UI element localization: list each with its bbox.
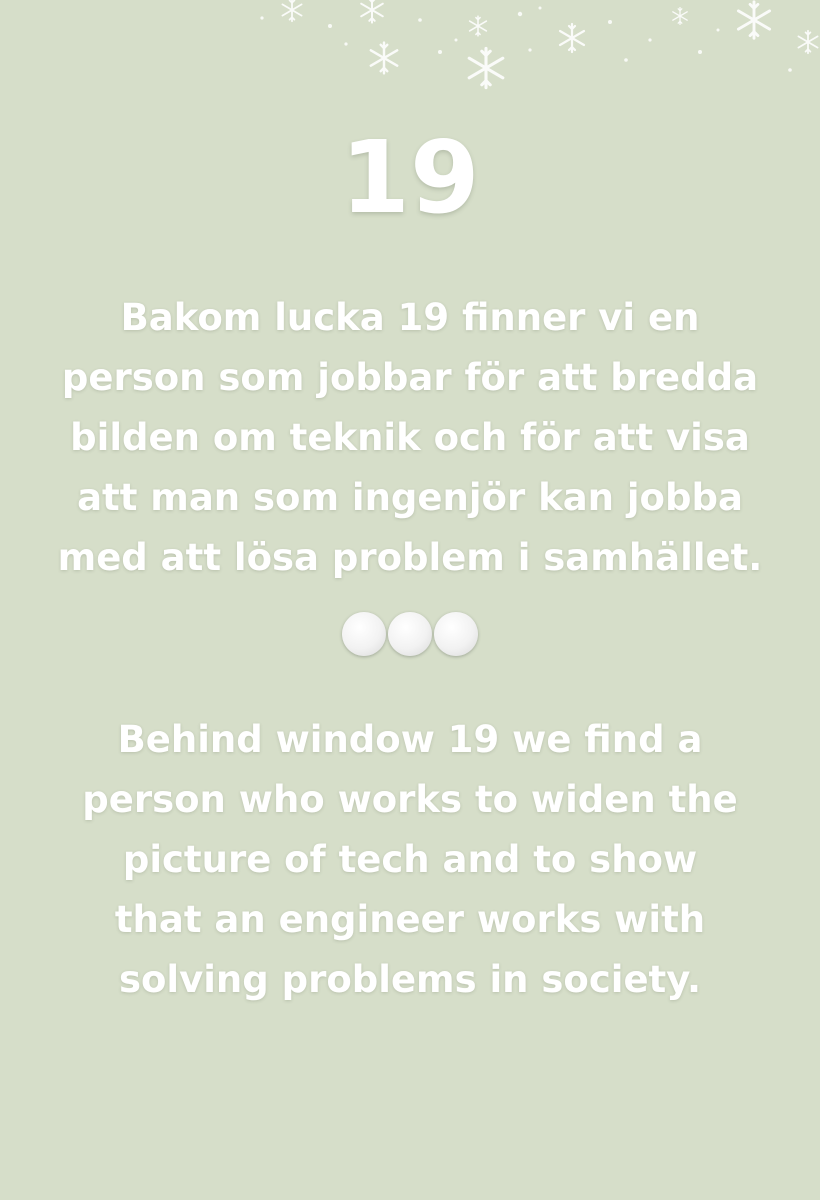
snowflake-icon — [282, 0, 301, 21]
snowflakes-decoration — [0, 0, 820, 110]
snowball-icon — [342, 612, 386, 656]
snowflake-icon — [738, 2, 769, 38]
snowball-icon — [434, 612, 478, 656]
snowball-icon — [388, 612, 432, 656]
english-description: Behind window 19 we find a person who works to widen the picture of tech and to show that an engineer works with solving problems in society. — [82, 718, 738, 1001]
snowflake-icon — [361, 0, 383, 23]
snowflake-icon — [798, 31, 817, 53]
snowflake-icon — [470, 16, 487, 36]
snowflake-icon — [371, 43, 397, 74]
snowflake-icon — [560, 24, 584, 52]
day-number: 19 — [340, 119, 480, 236]
swedish-description: Bakom lucka 19 finner vi en person som jobbar för att bredda bilden om teknik och för att visa att man som ingenjör kan jobba med att lösa problem i samhället. — [57, 296, 763, 579]
snowball-divider — [0, 612, 820, 662]
snowflake-icon — [469, 48, 503, 87]
snowflake-icon — [673, 8, 687, 25]
